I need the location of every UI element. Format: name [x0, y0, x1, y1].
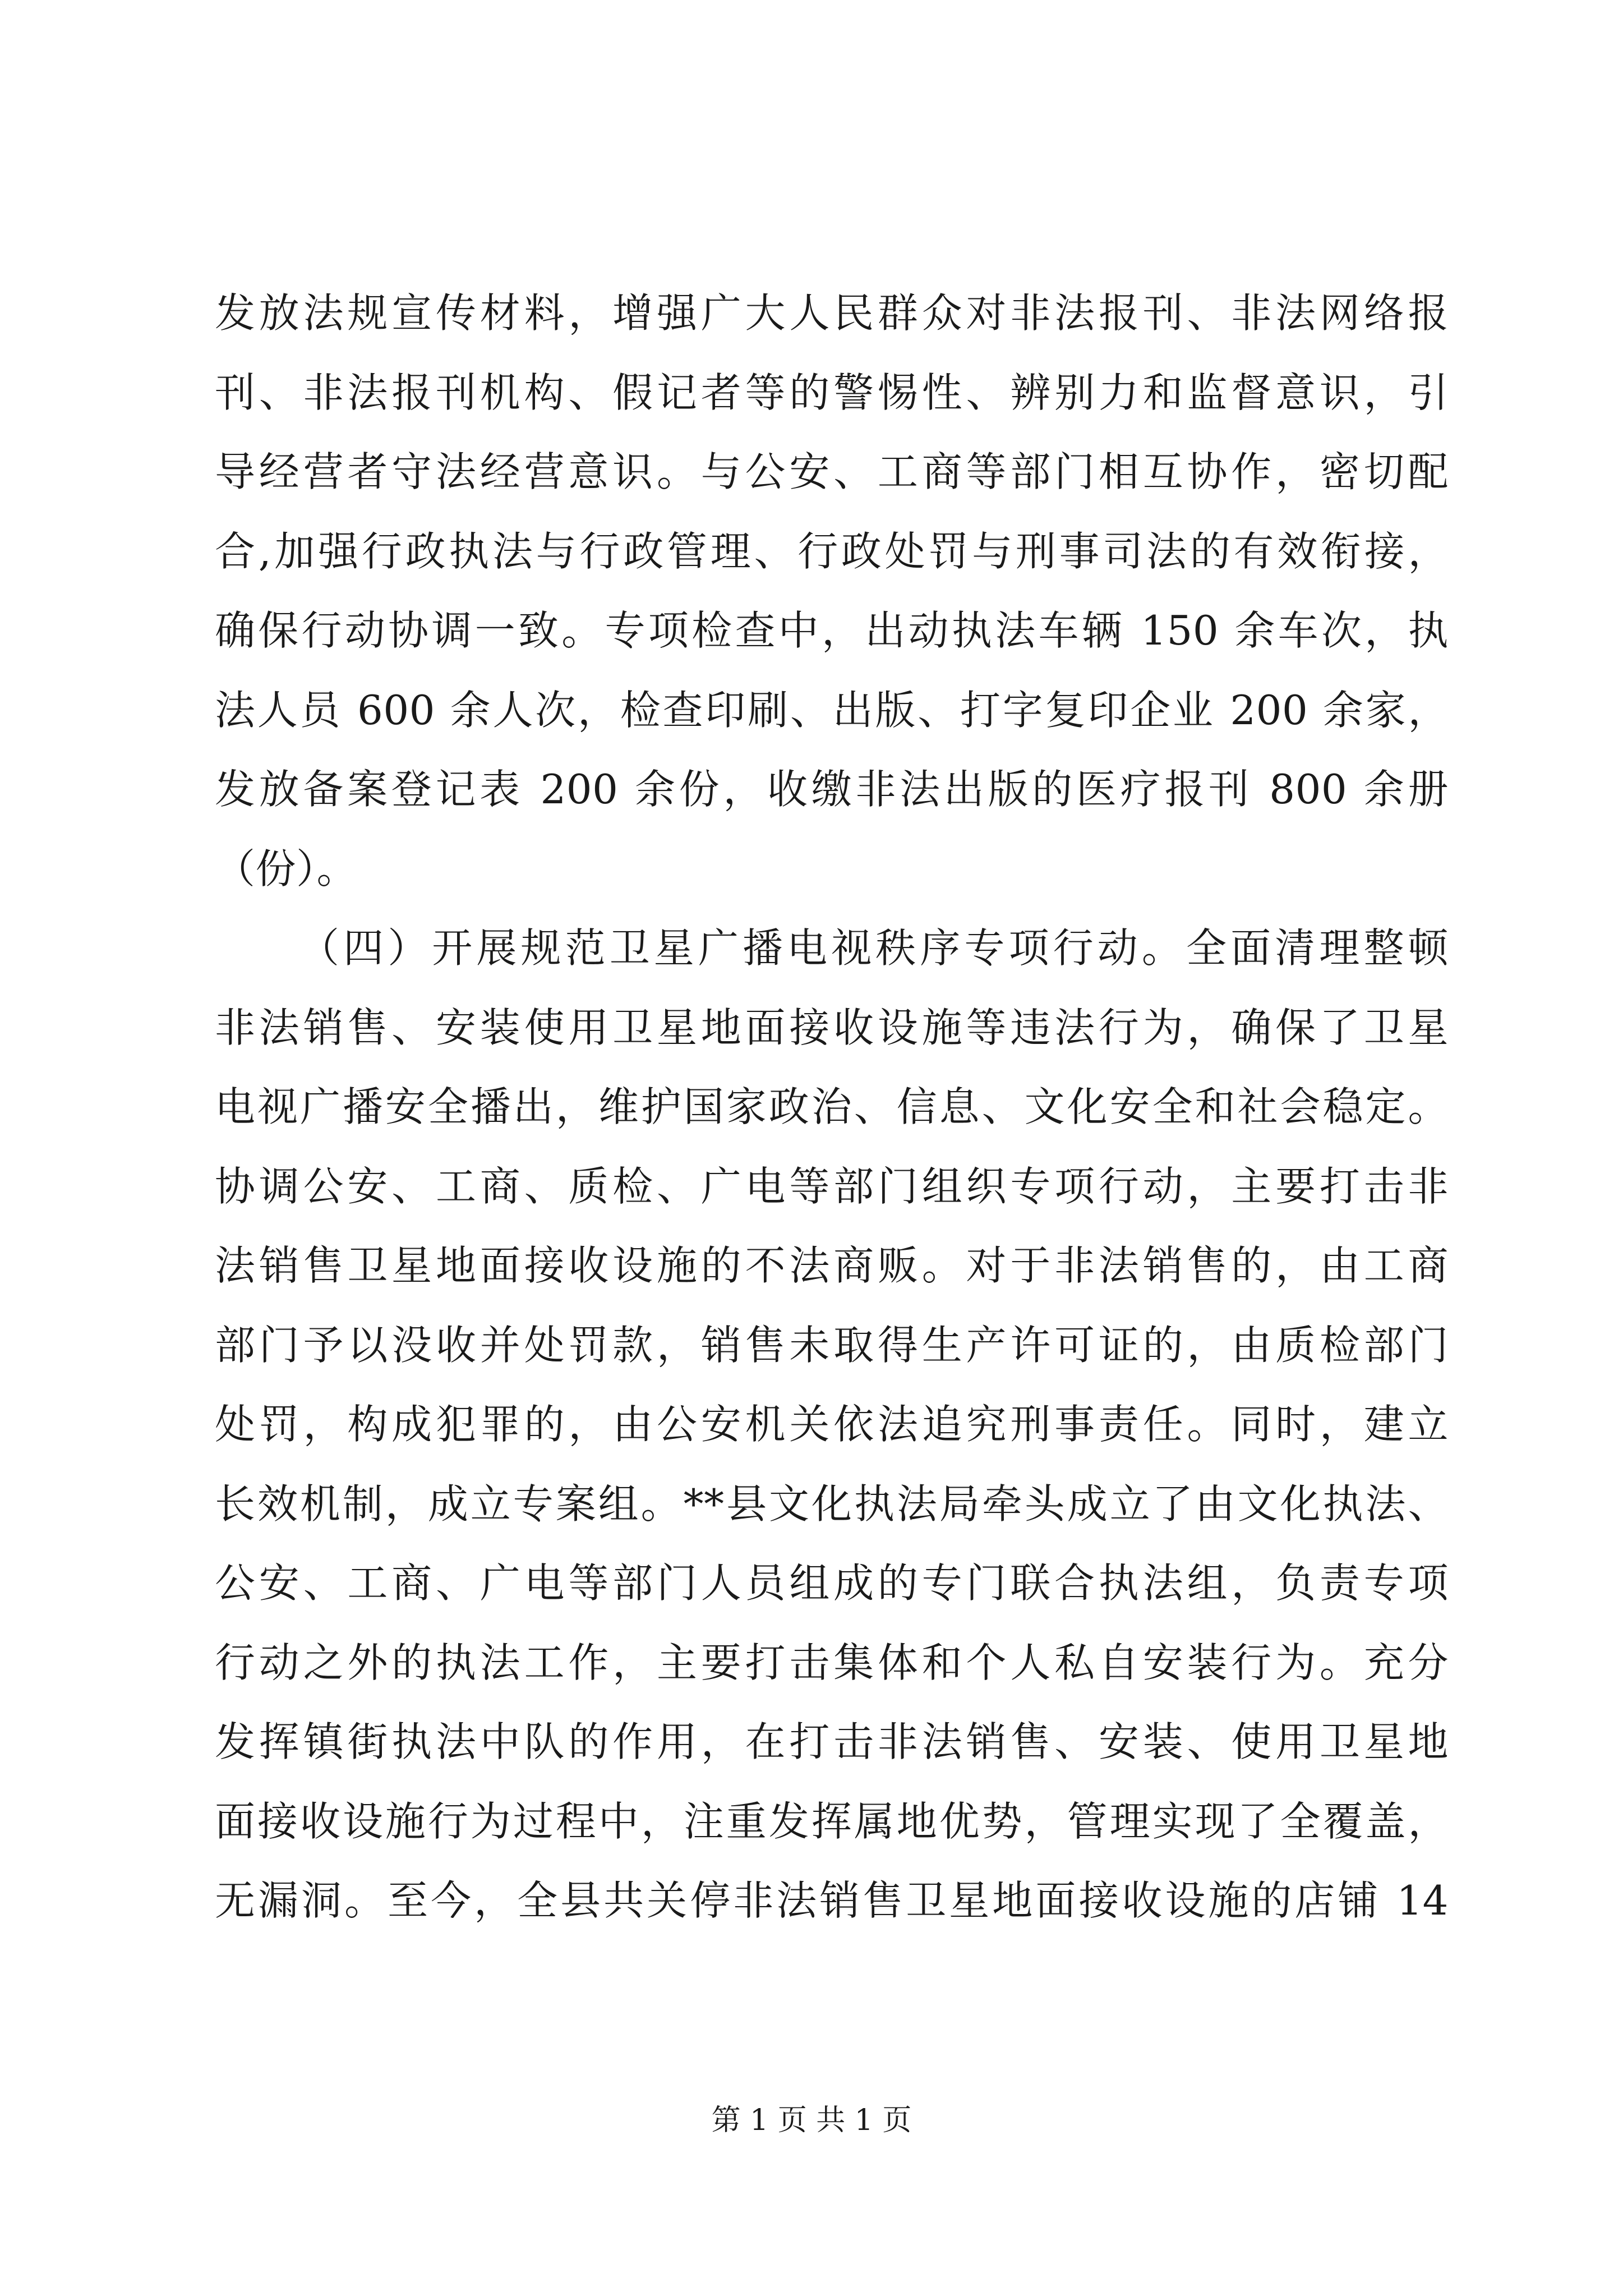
body-text: [215, 274, 1449, 1941]
text-line: 合,加强行政执法与行政管理、行政处罚与刑事司法的有效衔接，: [215, 527, 1449, 575]
text-line: 刊、非法报刊机构、假记者等的警惕性、辨别力和监督意识，引: [215, 369, 1449, 416]
text-line: 协调公安、工商、质检、广电等部门组织专项行动，主要打击非: [215, 1162, 1449, 1210]
text-line: 发放法规宣传材料，增强广大人民群众对非法报刊、非法网络报: [215, 289, 1449, 337]
text-line: 确保行动协调一致。专项检查中，出动执法车辆 150 余车次，执: [215, 607, 1449, 654]
text-line: 公安、工商、广电等部门人员组成的专门联合执法组，负责专项: [215, 1559, 1449, 1607]
text-line: 面接收设施行为过程中，注重发挥属地优势，管理实现了全覆盖，: [215, 1797, 1449, 1845]
text-line: 电视广播安全播出，维护国家政治、信息、文化安全和社会稳定。: [215, 1083, 1449, 1130]
text-line: 发放备案登记表 200 余份，收缴非法出版的医疗报刊 800 余册: [215, 766, 1449, 813]
text-line: 导经营者守法经营意识。与公安、工商等部门相互协作，密切配: [215, 448, 1449, 495]
text-line: 长效机制，成立专案组。**县文化执法局牵头成立了由文化执法、: [215, 1480, 1449, 1527]
text-line: 法销售卫星地面接收设施的不法商贩。对于非法销售的，由工商: [215, 1242, 1449, 1289]
text-line: 无漏洞。至今，全县共关停非法销售卫星地面接收设施的店铺 14: [215, 1877, 1449, 1924]
text-line: 行动之外的执法工作，主要打击集体和个人私自安装行为。充分: [215, 1639, 1449, 1686]
text-line: 处罚，构成犯罪的，由公安机关依法追究刑事责任。同时，建立: [215, 1401, 1449, 1448]
text-line: 法人员 600 余人次，检查印刷、出版、打字复印企业 200 余家，: [215, 686, 1449, 734]
text-line: 发挥镇街执法中队的作用，在打击非法销售、安装、使用卫星地: [215, 1718, 1449, 1765]
text-line: 非法销售、安装使用卫星地面接收设施等违法行为，确保了卫星: [215, 1004, 1449, 1051]
text-line: 部门予以没收并处罚款，销售未取得生产许可证的，由质检部门: [215, 1321, 1449, 1369]
page-number-footer: 第 1 页 共 1 页: [711, 2104, 912, 2137]
text-line: （份）。: [215, 845, 358, 892]
section-heading-line: （四）开展规范卫星广播电视秩序专项行动。全面清理整顿: [299, 924, 1449, 972]
